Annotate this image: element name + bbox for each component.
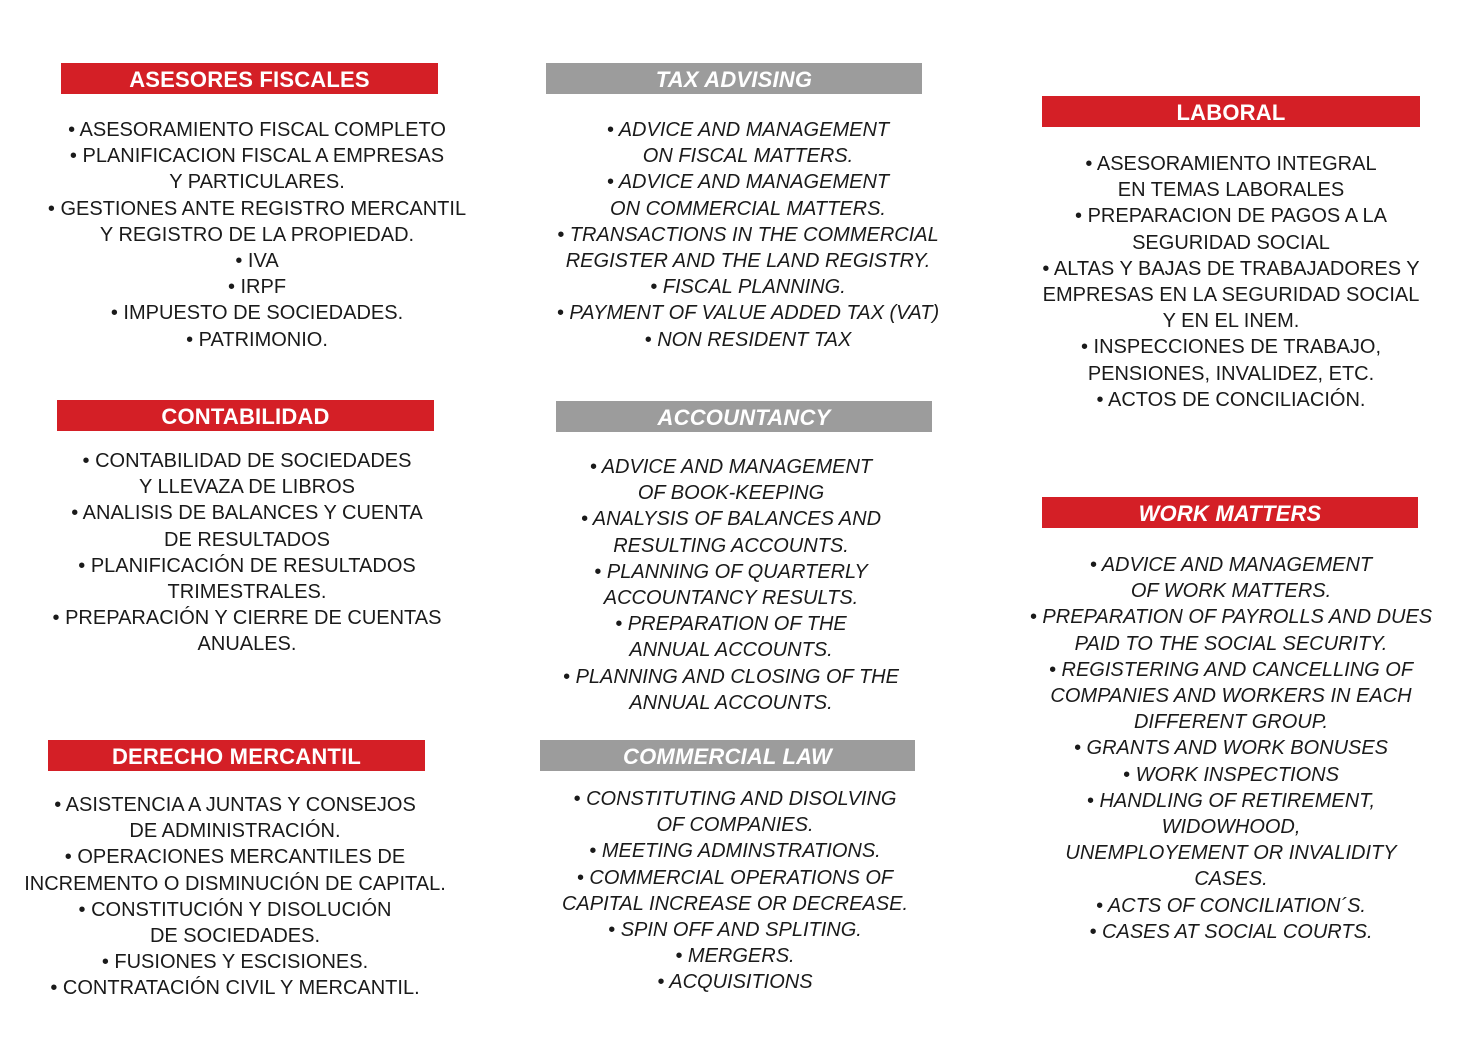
list-line: • ASESORAMIENTO FISCAL COMPLETO: [68, 119, 446, 141]
list-line: • PLANIFICACIÓN DE RESULTADOS: [78, 554, 416, 577]
list-line: • PREPARATION OF PAYROLLS AND DUES: [1029, 606, 1433, 629]
list-line: • GRANTS AND WORK BONUSES: [1073, 737, 1389, 760]
list-line: • CONSTITUCIÓN Y DISOLUCIÓN: [78, 898, 392, 921]
list-line: • ADVICE AND MANAGEMENT: [606, 119, 890, 141]
list-line: COMPANIES AND WORKERS IN EACH: [1050, 685, 1412, 708]
list-line: • CONTABILIDAD DE SOCIEDADES: [82, 450, 412, 472]
list-line: Y EN EL INEM.: [1162, 310, 1300, 333]
asesores-fiscales-list: [12, 117, 502, 353]
list-line: Y REGISTRO DE LA PROPIEDAD.: [99, 223, 415, 246]
list-line: DE RESULTADOS: [164, 528, 330, 551]
list-line: • ACQUISITIONS: [657, 971, 813, 994]
list-line: TRIMESTRALES.: [167, 581, 327, 604]
list-line: DE ADMINISTRACIÓN.: [129, 820, 341, 843]
list-line: • PREPARATION OF THE: [615, 613, 847, 636]
contabilidad-list: [2, 448, 492, 658]
derecho-mercantil-list: [0, 792, 470, 1002]
list-line: RESULTING ACCOUNTS.: [613, 534, 849, 557]
list-line: PAID TO THE SOCIAL SECURITY.: [1074, 632, 1388, 655]
list-line: • MEETING ADMINSTRATIONS.: [589, 840, 881, 863]
list-line: • MERGERS.: [675, 945, 795, 968]
list-line: • ACTOS DE CONCILIACIÓN.: [1096, 388, 1366, 411]
list-line: • ASESORAMIENTO INTEGRAL: [1085, 153, 1377, 175]
list-line: • IRPF: [227, 276, 287, 299]
list-line: • PLANIFICACION FISCAL A EMPRESAS: [69, 145, 445, 168]
list-line: • OPERACIONES MERCANTILES DE: [64, 846, 406, 869]
list-line: ANUALES.: [197, 633, 297, 656]
list-line: ON COMMERCIAL MATTERS.: [610, 197, 886, 220]
work-matters-header: WORK MATTERS: [1042, 497, 1418, 528]
list-line: • ASISTENCIA A JUNTAS Y CONSEJOS: [54, 794, 416, 816]
list-line: UNEMPLOYEMENT OR INVALIDITY: [1065, 842, 1397, 865]
list-line: Y LLEVAZA DE LIBROS: [138, 476, 356, 499]
list-line: EN TEMAS LABORALES: [1117, 179, 1345, 202]
list-line: ANNUAL ACCOUNTS.: [629, 691, 833, 714]
list-line: • PREPARACIÓN Y CIERRE DE CUENTAS: [52, 607, 442, 630]
list-line: • ADVICE AND MANAGEMENT: [589, 456, 873, 478]
commercial-law-list: [490, 786, 980, 996]
list-line: • ADVICE AND MANAGEMENT: [1089, 554, 1373, 576]
list-line: • CASES AT SOCIAL COURTS.: [1089, 920, 1373, 943]
list-line: WIDOWHOOD,: [1161, 816, 1301, 839]
derecho-mercantil-header: DERECHO MERCANTIL: [48, 740, 425, 771]
list-line: • FISCAL PLANNING.: [650, 276, 846, 299]
list-line: • PAYMENT OF VALUE ADDED TAX (VAT): [556, 302, 940, 325]
list-line: • SPIN OFF AND SPLITING.: [608, 919, 862, 942]
list-line: • NON RESIDENT TAX: [644, 328, 852, 351]
accountancy-header: ACCOUNTANCY: [556, 401, 932, 432]
list-line: ACCOUNTANCY RESULTS.: [603, 587, 859, 610]
list-line: • PATRIMONIO.: [186, 328, 328, 351]
list-line: • CONSTITUTING AND DISOLVING: [573, 788, 897, 810]
list-line: ON FISCAL MATTERS.: [642, 145, 854, 168]
list-line: • PLANNING OF QUARTERLY: [594, 560, 868, 583]
list-line: • ANALYSIS OF BALANCES AND: [580, 508, 882, 531]
list-line: • TRANSACTIONS IN THE COMMERCIAL: [557, 223, 939, 246]
list-line: • IVA: [235, 250, 279, 273]
list-line: • COMMERCIAL OPERATIONS OF: [576, 866, 894, 889]
list-line: • WORK INSPECTIONS: [1123, 763, 1339, 786]
list-line: OF WORK MATTERS.: [1130, 580, 1332, 603]
laboral-list: [986, 151, 1476, 413]
list-line: DE SOCIEDADES.: [149, 925, 321, 948]
list-line: ANNUAL ACCOUNTS.: [629, 639, 833, 662]
list-line: DIFFERENT GROUP.: [1133, 711, 1329, 734]
list-line: Y PARTICULARES.: [169, 171, 345, 194]
list-line: INCREMENTO O DISMINUCIÓN DE CAPITAL.: [24, 872, 446, 895]
list-line: • ANALISIS DE BALANCES Y CUENTA: [71, 502, 423, 525]
asesores-fiscales-header: ASESORES FISCALES: [61, 63, 438, 94]
contabilidad-header: CONTABILIDAD: [57, 400, 434, 431]
tax-advising-header: TAX ADVISING: [546, 63, 922, 94]
list-line: EMPRESAS EN LA SEGURIDAD SOCIAL: [1042, 284, 1420, 307]
list-line: • HANDLING OF RETIREMENT,: [1086, 789, 1376, 812]
list-line: • PREPARACION DE PAGOS A LA: [1075, 205, 1387, 228]
list-line: • REGISTERING AND CANCELLING OF: [1048, 658, 1414, 681]
list-line: SEGURIDAD SOCIAL: [1132, 231, 1330, 254]
list-line: • ACTS OF CONCILIATION´S.: [1096, 894, 1366, 917]
list-line: OF COMPANIES.: [656, 814, 814, 837]
list-line: • PLANNING AND CLOSING OF THE: [563, 665, 899, 688]
list-line: PENSIONES, INVALIDEZ, ETC.: [1087, 362, 1375, 385]
list-line: CAPITAL INCREASE OR DECREASE.: [561, 892, 908, 915]
list-line: CASES.: [1194, 868, 1268, 891]
list-line: • ALTAS Y BAJAS DE TRABAJADORES Y: [1042, 257, 1420, 280]
list-line: • IMPUESTO DE SOCIEDADES.: [110, 302, 404, 325]
list-line: • INSPECCIONES DE TRABAJO,: [1080, 336, 1382, 359]
tax-advising-list: [503, 117, 993, 353]
commercial-law-header: COMMERCIAL LAW: [540, 740, 915, 771]
list-line: • GESTIONES ANTE REGISTRO MERCANTIL: [47, 197, 467, 220]
list-line: • CONTRATACIÓN CIVIL Y MERCANTIL.: [50, 977, 420, 1000]
accountancy-list: [486, 454, 976, 716]
work-matters-list: [986, 552, 1476, 945]
laboral-header: LABORAL: [1042, 96, 1420, 127]
list-line: • FUSIONES Y ESCISIONES.: [101, 951, 369, 974]
list-line: • ADVICE AND MANAGEMENT: [606, 171, 890, 194]
list-line: OF BOOK-KEEPING: [637, 482, 825, 505]
list-line: REGISTER AND THE LAND REGISTRY.: [565, 250, 931, 273]
